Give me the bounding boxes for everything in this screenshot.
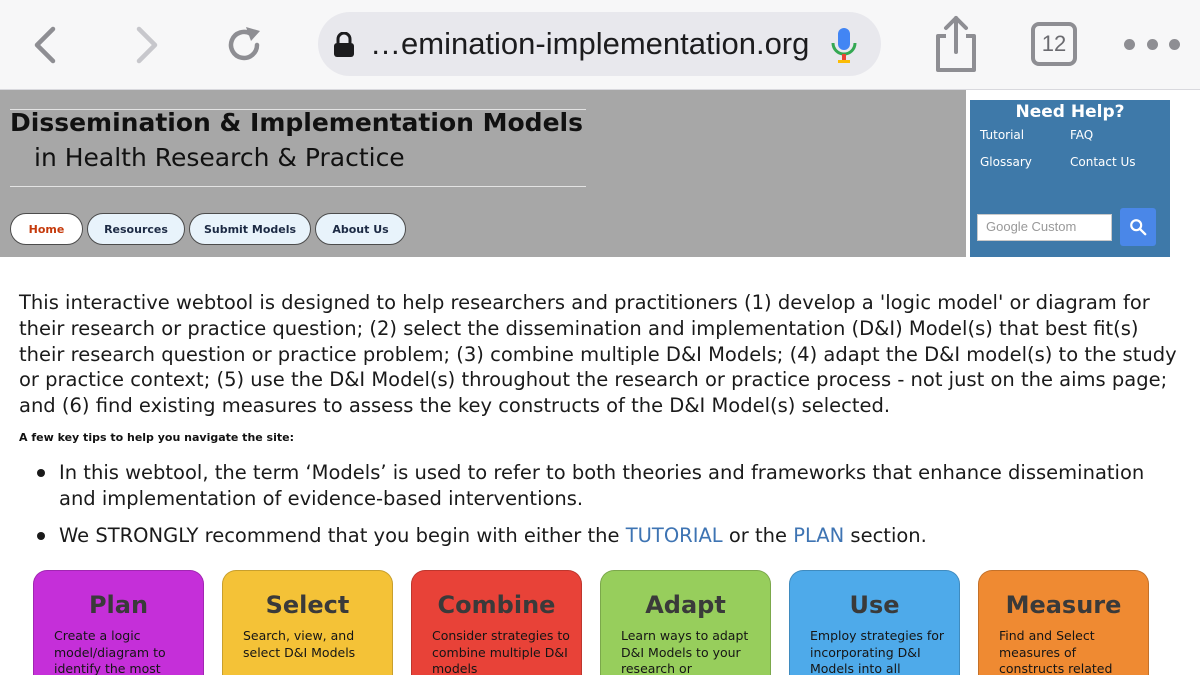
reload-button[interactable] xyxy=(217,18,271,72)
tabs-button[interactable] xyxy=(1031,22,1077,66)
dot-icon xyxy=(1169,39,1180,50)
card-combine[interactable] xyxy=(411,570,582,675)
browser-toolbar xyxy=(0,0,1200,90)
card-plan[interactable] xyxy=(33,570,204,675)
tip-bullet-recommend xyxy=(59,523,1179,549)
card-select[interactable] xyxy=(222,570,393,675)
tip-text: We STRONGLY recommend that you begin with either the xyxy=(59,524,626,547)
header-divider xyxy=(10,186,586,187)
site-nav xyxy=(10,213,406,245)
nav-submit-models[interactable]: Submit Models xyxy=(189,213,311,245)
card-measure[interactable] xyxy=(978,570,1149,675)
card-use[interactable] xyxy=(789,570,960,675)
search-input[interactable]: Google Custom xyxy=(977,214,1112,241)
chevron-left-icon xyxy=(27,25,67,65)
help-title: Need Help? xyxy=(1015,102,1125,122)
nav-about-us[interactable]: About Us xyxy=(315,213,406,245)
back-button[interactable] xyxy=(20,18,74,72)
faq-link[interactable]: FAQ xyxy=(1070,128,1094,142)
nav-resources[interactable]: Resources xyxy=(87,213,185,245)
plan-inline-link[interactable]: PLAN xyxy=(793,524,845,547)
url-text: …emination-implementation.org xyxy=(370,26,810,61)
address-bar[interactable] xyxy=(318,12,881,76)
card-title: Select xyxy=(265,591,350,619)
tips-heading: A few key tips to help you navigate the site: xyxy=(19,431,294,444)
tutorial-link[interactable]: Tutorial xyxy=(980,128,1025,142)
dot-icon xyxy=(1147,39,1158,50)
share-icon[interactable] xyxy=(928,14,984,74)
tab-count: 12 xyxy=(1041,31,1067,56)
card-adapt[interactable] xyxy=(600,570,771,675)
contact-us-link[interactable]: Contact Us xyxy=(1070,155,1136,169)
card-description: Search, view, and select D&I Models xyxy=(243,628,356,660)
forward-button[interactable] xyxy=(118,18,172,72)
lock-icon xyxy=(332,32,356,58)
reload-icon xyxy=(224,25,264,65)
chevron-right-icon xyxy=(125,25,165,65)
card-title: Combine xyxy=(437,591,556,619)
intro-paragraph: This interactive webtool is designed to help researchers and practitioners (1) develop a 'logic model' or diagram for their research or practice question; (2) select the dissemination and implementation (D&I) Model(s) that best fit(s) their research question or practice problem; (3) combine multiple D&I Models; (4) adapt the D&I model(s) to the study or practice context; (5) use the D&I Model(s) throughout the research or practice process - not just on the aims page; and (6) find existing measures to assess the key constructs of the D&I Model(s) selected. xyxy=(19,291,1177,418)
glossary-link[interactable]: Glossary xyxy=(980,155,1032,169)
more-menu-button[interactable] xyxy=(1124,34,1180,54)
tip-bullet-models: In this webtool, the term ‘Models’ is used to refer to both theories and frameworks that enhance dissemination and implementation of evidence-based interventions. xyxy=(59,460,1179,512)
site-header xyxy=(0,90,966,257)
search-button[interactable] xyxy=(1120,208,1156,246)
card-title: Adapt xyxy=(645,591,726,619)
card-description: Consider strategies to combine multiple D&I models xyxy=(432,628,570,675)
microphone-icon[interactable] xyxy=(829,26,859,64)
card-description: Employ strategies for incorporating D&I Models into all xyxy=(810,628,945,675)
site-title: Dissemination & Implementation Models xyxy=(10,108,583,137)
help-box xyxy=(970,100,1170,257)
card-description: Find and Select measures of constructs related xyxy=(999,628,1113,675)
tip-text: section. xyxy=(844,524,927,547)
card-description: Learn ways to adapt D&I Models to your research or xyxy=(621,628,749,675)
nav-home[interactable]: Home xyxy=(10,213,83,245)
card-title: Measure xyxy=(1005,591,1122,619)
tutorial-inline-link[interactable]: TUTORIAL xyxy=(625,524,723,547)
card-description: Create a logic model/diagram to identify the most xyxy=(54,628,166,675)
tip-text: or the xyxy=(722,524,794,547)
search-icon xyxy=(1129,218,1147,236)
card-title: Use xyxy=(849,591,900,619)
site-subtitle: in Health Research & Practice xyxy=(34,143,405,172)
card-title: Plan xyxy=(88,591,149,619)
dot-icon xyxy=(1124,39,1135,50)
